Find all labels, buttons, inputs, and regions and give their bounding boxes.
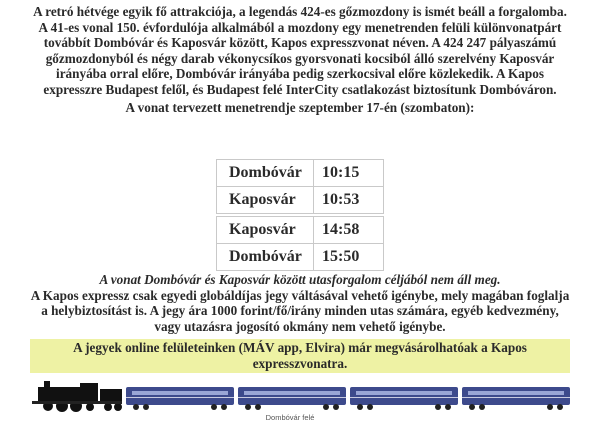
timetable-row [217,160,383,186]
timetable-city: Kaposvár [229,221,296,238]
ticket-info: A Kapos expressz csak egyedi globáldíjas jegy váltásával vehető igénybe, mely magában foglalja a helybiztosítást is. A jegy ára 1000 forint/fő/irány minden utas számára, egyéb kedvezmény, vagy utazásra jogosító okmány nem vehető igénybe. [30,287,570,334]
timetable-city: Kaposvár [229,191,296,208]
timetable-outbound [216,159,384,214]
steam-train-icon [28,379,572,413]
timetable-city: Dombóvár [229,164,302,181]
timetable-row [217,243,383,270]
train-caption: Dombóvár felé [265,413,315,422]
carriages [126,387,570,410]
timetable-time: 10:15 [313,160,383,186]
timetable-return [216,216,384,271]
article-notes [28,272,572,334]
schedule-title: A vonat tervezett menetrendje szeptember 17-én (szombaton): [125,99,475,115]
timetable-time: 14:58 [313,217,383,243]
timetable-time: 15:50 [313,244,383,270]
online-ticket-highlight: A jegyek online felületeinken (MÁV app, Elvira) már megvásárolhatóak a Kapos expresszvonatra. [30,339,570,373]
timetable-row [217,186,383,213]
timetable-city: Dombóvár [229,248,302,265]
no-stop-note: A vonat Dombóvár és Kaposvár között utasforgalom céljából nem áll meg. [99,272,501,287]
locomotive [32,381,122,412]
timetable-time: 10:53 [313,187,383,213]
article-intro [28,4,572,115]
timetable-row [217,217,383,243]
intro-paragraph: A retró hétvége egyik fő attrakciója, a legendás 424-es gőzmozdony is ismét beáll a forgalomba. A 41-es vonal 150. évfordulója alkalmából a mozdony egy menetrenden felüli különvonatpárt továbbít Dombóvár és Kaposvár között, Kapos expresszvonat néven. A 424 247 pályaszámú gőzmozdonyból és négy darab vékonycsíkos gyorsvonati kocsiból álló szerelvény Kaposvár irányába orral előre, Dombóvár irányába pedig szerkocsival előre közlekedik. A Kapos expresszre Budapest felől, és Budapest felé InterCity csatlakozást biztosítunk Dombóváron. [33,4,567,97]
